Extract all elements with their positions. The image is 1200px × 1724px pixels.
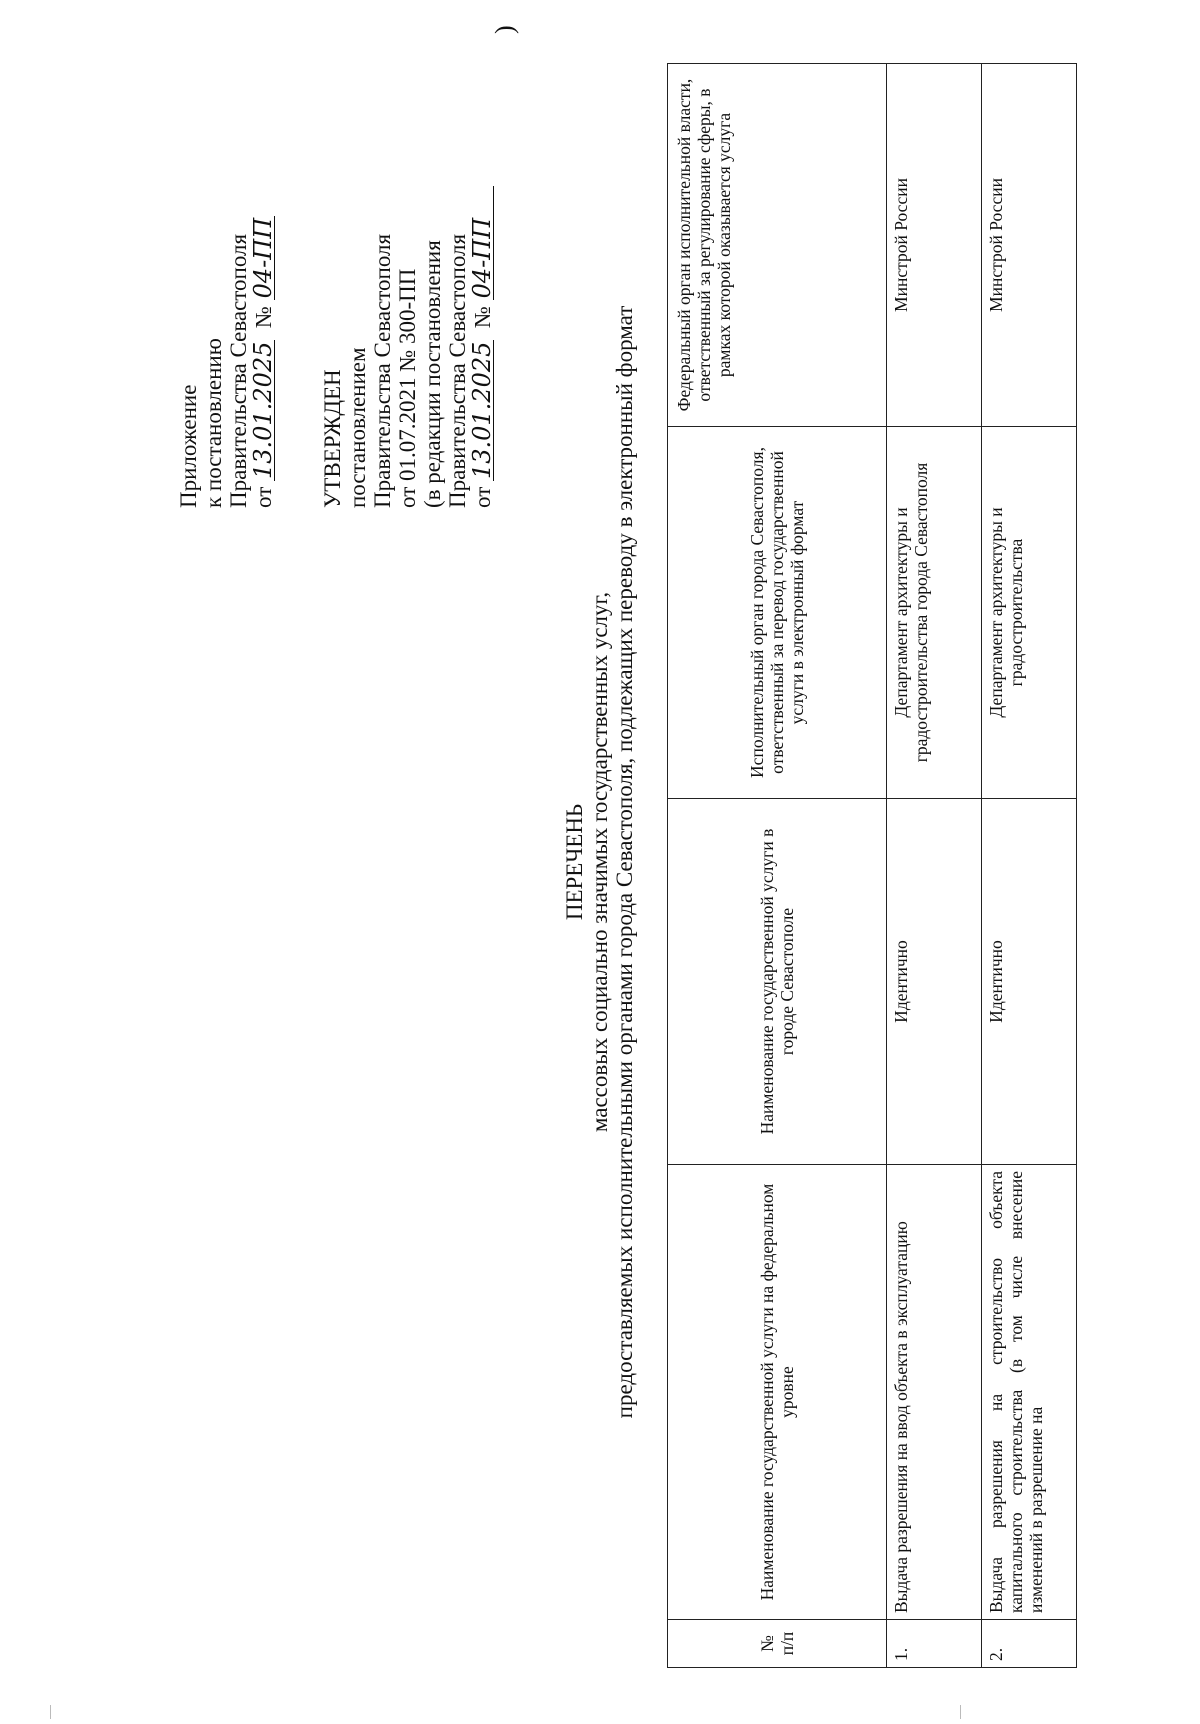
row-num: 2. (982, 1620, 1077, 1668)
approved-line-4: от 01.07.2021 № 300-ПП (395, 268, 420, 508)
approved-num-prefix: № (470, 306, 495, 329)
table-row (887, 64, 982, 1668)
appendix-date-prefix: от (251, 486, 276, 508)
scan-edge-mark (50, 1705, 51, 1719)
row-executive: Департамент архитектуры и градостроительства (982, 427, 1077, 799)
document-title (562, 0, 637, 1724)
row-city-name: Идентично (982, 799, 1077, 1165)
approved-date-prefix: от (470, 486, 495, 508)
row-city-name: Идентично (887, 799, 982, 1165)
appendix-line-2: к постановлению (201, 338, 226, 508)
appendix-num-value: 04-ПП (249, 217, 277, 299)
services-table (667, 63, 1077, 1668)
table-header-row (668, 64, 887, 1668)
row-num: 1. (887, 1620, 982, 1668)
approved-line-5: (в редакции постановления (420, 240, 445, 508)
approved-date-value: 13.01.2025 (468, 341, 496, 479)
table-row (982, 64, 1077, 1668)
scan-edge-mark (960, 1705, 961, 1719)
header-executive: Исполнительный орган города Севастополя, ответственный за перевод государственной услуги в электронный формат (668, 427, 887, 799)
appendix-block (176, 216, 276, 508)
approved-line-6: Правительства Севастополя (445, 233, 470, 508)
approved-line-2: постановлением (345, 347, 370, 508)
header-num: № п/п (668, 1620, 887, 1668)
appendix-num-prefix: № (251, 306, 276, 329)
row-executive: Департамент архитектуры и градостроительства города Севастополя (887, 427, 982, 799)
header-city-name: Наименование государственной услуги в городе Севастополе (668, 799, 887, 1165)
row-federal-name: Выдача разрешения на ввод объекта в эксплуатацию (887, 1165, 982, 1620)
approved-closing-paren: ) (490, 25, 519, 34)
appendix-date-value: 13.01.2025 (249, 341, 277, 479)
appendix-line-3: Правительства Севастополя (226, 233, 251, 508)
title-line-3: предоставляемых исполнительными органами города Севастополя, подлежащих переводу в электронный формат (612, 305, 637, 1419)
title-line-1: ПЕРЕЧЕНЬ (562, 803, 587, 921)
title-line-2: массовых социально значимых государственных услуг, (587, 591, 612, 1133)
approved-line-3: Правительства Севастополя (370, 233, 395, 508)
approved-line-1: УТВЕРЖДЕН (320, 369, 345, 508)
approved-block (320, 186, 495, 508)
appendix-date-line (251, 216, 276, 508)
approved-num-value: 04-ПП (471, 186, 494, 300)
approved-date-line (470, 186, 495, 508)
row-federal-body: Минстрой России (982, 64, 1077, 427)
appendix-line-1: Приложение (176, 384, 201, 508)
row-federal-name: Выдача разрешения на строительство объекта капитального строительства (в том числе внесение изменений в разрешение на (982, 1165, 1077, 1620)
row-federal-body: Минстрой России (887, 64, 982, 427)
header-federal-name: Наименование государственной услуги на федеральном уровне (668, 1165, 887, 1620)
header-federal-body: Федеральный орган исполнительной власти, ответственный за регулирование сферы, в рамках которой оказывается услуга (668, 64, 887, 427)
